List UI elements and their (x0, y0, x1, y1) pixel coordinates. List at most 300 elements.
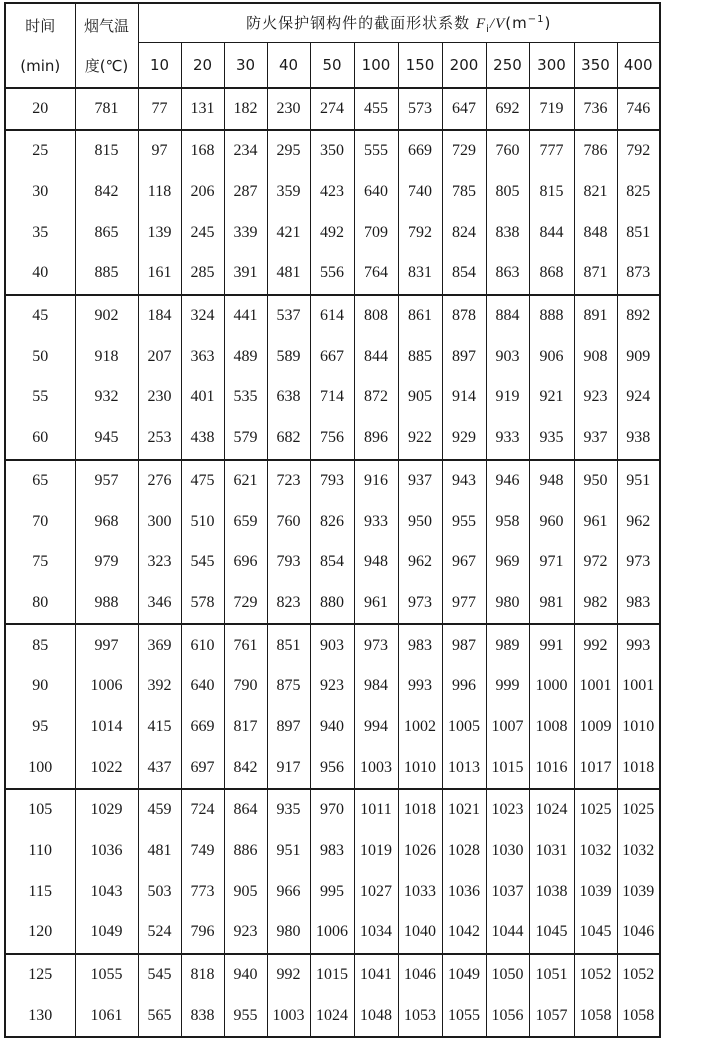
steel-temp-cell: 1003 (354, 747, 398, 789)
steel-temp-cell: 1024 (529, 789, 574, 831)
temperature-table (4, 2, 661, 1038)
steel-temp-cell: 1034 (354, 912, 398, 954)
steel-temp-cell: 888 (529, 295, 574, 337)
steel-temp-cell: 884 (486, 295, 529, 337)
steel-temp-cell: 1042 (442, 912, 486, 954)
steel-temp-cell: 854 (442, 253, 486, 295)
gas-temp-cell: 945 (75, 418, 138, 460)
table-row (5, 912, 660, 954)
steel-temp-cell: 363 (181, 336, 224, 377)
steel-temp-cell: 573 (398, 88, 442, 130)
steel-temp-cell: 455 (354, 88, 398, 130)
table-row (5, 954, 660, 996)
table-row (5, 501, 660, 542)
steel-temp-cell: 503 (138, 871, 181, 912)
steel-temp-cell: 948 (354, 542, 398, 583)
steel-temp-cell: 984 (354, 666, 398, 707)
steel-temp-cell: 760 (486, 130, 529, 172)
time-cell: 50 (5, 336, 75, 377)
time-cell: 105 (5, 789, 75, 831)
steel-temp-cell: 719 (529, 88, 574, 130)
steel-temp-cell: 970 (310, 789, 354, 831)
steel-temp-cell: 792 (398, 212, 442, 253)
time-cell: 80 (5, 583, 75, 625)
steel-temp-cell: 905 (398, 377, 442, 418)
gas-temp-cell: 968 (75, 501, 138, 542)
steel-temp-cell: 729 (224, 583, 267, 625)
steel-temp-cell: 933 (354, 501, 398, 542)
column-header-10: 10 (138, 43, 181, 89)
steel-temp-cell: 992 (574, 624, 617, 666)
unit-open: (m (505, 13, 528, 32)
steel-temp-cell: 692 (486, 88, 529, 130)
steel-temp-cell: 996 (442, 666, 486, 707)
time-column-header (5, 3, 75, 88)
table-row (5, 583, 660, 625)
steel-temp-cell: 880 (310, 583, 354, 625)
steel-temp-cell: 230 (138, 377, 181, 418)
time-header-line2: (min) (20, 56, 61, 75)
steel-temp-cell: 1056 (486, 995, 529, 1037)
steel-temp-cell: 844 (354, 336, 398, 377)
steel-temp-cell: 589 (267, 336, 310, 377)
steel-temp-cell: 723 (267, 460, 310, 502)
steel-temp-cell: 861 (398, 295, 442, 337)
table-row (5, 88, 660, 130)
steel-temp-cell: 295 (267, 130, 310, 172)
symbol-f: F (475, 15, 487, 32)
time-cell: 75 (5, 542, 75, 583)
steel-temp-cell: 1006 (310, 912, 354, 954)
time-cell: 60 (5, 418, 75, 460)
steel-temp-cell: 940 (310, 707, 354, 748)
steel-temp-cell: 838 (486, 212, 529, 253)
time-cell: 30 (5, 172, 75, 213)
steel-temp-cell: 969 (486, 542, 529, 583)
steel-temp-cell: 916 (354, 460, 398, 502)
steel-temp-cell: 161 (138, 253, 181, 295)
gas-temp-cell: 979 (75, 542, 138, 583)
steel-temp-cell: 761 (224, 624, 267, 666)
steel-temp-cell: 1008 (529, 707, 574, 748)
steel-temp-cell: 1048 (354, 995, 398, 1037)
table-row (5, 542, 660, 583)
steel-temp-cell: 475 (181, 460, 224, 502)
steel-temp-cell: 960 (529, 501, 574, 542)
steel-temp-cell: 972 (574, 542, 617, 583)
steel-temp-cell: 182 (224, 88, 267, 130)
steel-temp-cell: 638 (267, 377, 310, 418)
steel-temp-cell: 749 (181, 831, 224, 872)
steel-temp-cell: 1046 (398, 954, 442, 996)
steel-temp-cell: 793 (267, 542, 310, 583)
data-sheet (4, 2, 661, 1038)
steel-temp-cell: 610 (181, 624, 224, 666)
steel-temp-cell: 764 (354, 253, 398, 295)
temp-header-line1: 烟气温 (83, 16, 129, 35)
steel-temp-cell: 1009 (574, 707, 617, 748)
steel-temp-cell: 369 (138, 624, 181, 666)
steel-temp-cell: 796 (181, 912, 224, 954)
steel-temp-cell: 896 (354, 418, 398, 460)
steel-temp-cell: 906 (529, 336, 574, 377)
steel-temp-cell: 993 (617, 624, 660, 666)
steel-temp-cell: 773 (181, 871, 224, 912)
steel-temp-cell: 961 (354, 583, 398, 625)
steel-temp-cell: 793 (310, 460, 354, 502)
steel-temp-cell: 946 (486, 460, 529, 502)
steel-temp-cell: 1038 (529, 871, 574, 912)
steel-temp-cell: 872 (354, 377, 398, 418)
steel-temp-cell: 621 (224, 460, 267, 502)
steel-temp-cell: 999 (486, 666, 529, 707)
gas-temp-cell: 988 (75, 583, 138, 625)
steel-temp-cell: 740 (398, 172, 442, 213)
time-cell: 90 (5, 666, 75, 707)
steel-temp-cell: 579 (224, 418, 267, 460)
steel-temp-cell: 359 (267, 172, 310, 213)
time-cell: 40 (5, 253, 75, 295)
gas-temp-cell: 781 (75, 88, 138, 130)
steel-temp-cell: 777 (529, 130, 574, 172)
steel-temp-cell: 909 (617, 336, 660, 377)
steel-temp-cell: 1051 (529, 954, 574, 996)
steel-temp-cell: 1011 (354, 789, 398, 831)
steel-temp-cell: 908 (574, 336, 617, 377)
steel-temp-cell: 1027 (354, 871, 398, 912)
steel-temp-cell: 489 (224, 336, 267, 377)
gas-temp-cell: 1022 (75, 747, 138, 789)
steel-temp-cell: 1003 (267, 995, 310, 1037)
steel-temp-cell: 1044 (486, 912, 529, 954)
column-header-400: 400 (617, 43, 660, 89)
steel-temp-cell: 1016 (529, 747, 574, 789)
steel-temp-cell: 851 (617, 212, 660, 253)
steel-temp-cell: 826 (310, 501, 354, 542)
steel-temp-cell: 955 (224, 995, 267, 1037)
steel-temp-cell: 1018 (398, 789, 442, 831)
gas-temp-cell: 1006 (75, 666, 138, 707)
steel-temp-cell: 682 (267, 418, 310, 460)
steel-temp-cell: 300 (138, 501, 181, 542)
time-cell: 125 (5, 954, 75, 996)
steel-temp-cell: 948 (529, 460, 574, 502)
steel-temp-cell: 537 (267, 295, 310, 337)
gas-temp-cell: 1036 (75, 831, 138, 872)
steel-temp-cell: 1032 (617, 831, 660, 872)
steel-temp-cell: 1013 (442, 747, 486, 789)
steel-temp-cell: 892 (617, 295, 660, 337)
time-cell: 55 (5, 377, 75, 418)
steel-temp-cell: 1032 (574, 831, 617, 872)
steel-temp-cell: 415 (138, 707, 181, 748)
steel-temp-cell: 391 (224, 253, 267, 295)
time-cell: 45 (5, 295, 75, 337)
steel-temp-cell: 823 (267, 583, 310, 625)
steel-temp-cell: 659 (224, 501, 267, 542)
gas-temp-cell: 1055 (75, 954, 138, 996)
steel-temp-cell: 1019 (354, 831, 398, 872)
steel-temp-cell: 1010 (398, 747, 442, 789)
table-row (5, 995, 660, 1037)
time-cell: 130 (5, 995, 75, 1037)
table-row (5, 460, 660, 502)
steel-temp-cell: 1024 (310, 995, 354, 1037)
steel-temp-cell: 1018 (617, 747, 660, 789)
column-header-150: 150 (398, 43, 442, 89)
table-row (5, 789, 660, 831)
gas-temp-cell: 815 (75, 130, 138, 172)
table-row (5, 253, 660, 295)
table-row (5, 707, 660, 748)
steel-temp-cell: 1040 (398, 912, 442, 954)
steel-temp-cell: 640 (181, 666, 224, 707)
steel-temp-cell: 556 (310, 253, 354, 295)
time-cell: 20 (5, 88, 75, 130)
steel-temp-cell: 973 (398, 583, 442, 625)
steel-temp-cell: 709 (354, 212, 398, 253)
steel-temp-cell: 929 (442, 418, 486, 460)
steel-temp-cell: 1015 (486, 747, 529, 789)
steel-temp-cell: 943 (442, 460, 486, 502)
steel-temp-cell: 842 (224, 747, 267, 789)
steel-temp-cell: 1031 (529, 831, 574, 872)
table-row (5, 377, 660, 418)
gas-temp-cell: 1029 (75, 789, 138, 831)
steel-temp-cell: 724 (181, 789, 224, 831)
time-cell: 115 (5, 871, 75, 912)
steel-temp-cell: 459 (138, 789, 181, 831)
steel-temp-cell: 891 (574, 295, 617, 337)
steel-temp-cell: 973 (354, 624, 398, 666)
unit-exponent: −1 (527, 13, 545, 25)
steel-temp-cell: 914 (442, 377, 486, 418)
steel-temp-cell: 1000 (529, 666, 574, 707)
steel-temp-cell: 323 (138, 542, 181, 583)
steel-temp-cell: 983 (398, 624, 442, 666)
steel-temp-cell: 339 (224, 212, 267, 253)
column-header-250: 250 (486, 43, 529, 89)
steel-temp-cell: 647 (442, 88, 486, 130)
gas-temp-cell: 1049 (75, 912, 138, 954)
steel-temp-cell: 510 (181, 501, 224, 542)
steel-temp-cell: 980 (486, 583, 529, 625)
gas-temp-cell: 1061 (75, 995, 138, 1037)
time-cell: 95 (5, 707, 75, 748)
gas-temp-cell: 1043 (75, 871, 138, 912)
symbol-v: /V (489, 15, 506, 32)
steel-temp-cell: 234 (224, 130, 267, 172)
steel-temp-cell: 805 (486, 172, 529, 213)
steel-temp-cell: 1002 (398, 707, 442, 748)
steel-temp-cell: 184 (138, 295, 181, 337)
table-row (5, 624, 660, 666)
table-row (5, 747, 660, 789)
gas-temp-cell: 997 (75, 624, 138, 666)
steel-temp-cell: 844 (529, 212, 574, 253)
steel-temp-cell: 1057 (529, 995, 574, 1037)
symbol-f-subscript: i (486, 23, 490, 35)
steel-temp-cell: 962 (617, 501, 660, 542)
steel-temp-cell: 481 (267, 253, 310, 295)
steel-temp-cell: 1050 (486, 954, 529, 996)
steel-temp-cell: 1058 (574, 995, 617, 1037)
steel-temp-cell: 565 (138, 995, 181, 1037)
table-row (5, 418, 660, 460)
steel-temp-cell: 492 (310, 212, 354, 253)
steel-temp-cell: 555 (354, 130, 398, 172)
steel-temp-cell: 481 (138, 831, 181, 872)
steel-temp-cell: 1052 (574, 954, 617, 996)
table-row (5, 871, 660, 912)
time-header-line1: 时间 (25, 16, 56, 35)
steel-temp-cell: 1010 (617, 707, 660, 748)
steel-temp-cell: 614 (310, 295, 354, 337)
steel-temp-cell: 207 (138, 336, 181, 377)
steel-temp-cell: 118 (138, 172, 181, 213)
steel-temp-cell: 756 (310, 418, 354, 460)
steel-temp-cell: 886 (224, 831, 267, 872)
table-row (5, 666, 660, 707)
steel-temp-cell: 760 (267, 501, 310, 542)
steel-temp-cell: 1021 (442, 789, 486, 831)
steel-temp-cell: 808 (354, 295, 398, 337)
steel-temp-cell: 1049 (442, 954, 486, 996)
steel-temp-cell: 923 (574, 377, 617, 418)
steel-temp-cell: 973 (617, 542, 660, 583)
column-header-100: 100 (354, 43, 398, 89)
column-header-20: 20 (181, 43, 224, 89)
steel-temp-cell: 922 (398, 418, 442, 460)
steel-temp-cell: 790 (224, 666, 267, 707)
steel-temp-cell: 993 (398, 666, 442, 707)
steel-temp-cell: 980 (267, 912, 310, 954)
table-row (5, 336, 660, 377)
steel-temp-cell: 350 (310, 130, 354, 172)
steel-temp-cell: 346 (138, 583, 181, 625)
steel-temp-cell: 905 (224, 871, 267, 912)
steel-temp-cell: 77 (138, 88, 181, 130)
steel-temp-cell: 274 (310, 88, 354, 130)
steel-temp-cell: 863 (486, 253, 529, 295)
steel-temp-cell: 955 (442, 501, 486, 542)
steel-temp-cell: 851 (267, 624, 310, 666)
steel-temp-cell: 441 (224, 295, 267, 337)
steel-temp-cell: 992 (267, 954, 310, 996)
steel-temp-cell: 923 (310, 666, 354, 707)
steel-temp-cell: 991 (529, 624, 574, 666)
steel-temp-cell: 729 (442, 130, 486, 172)
steel-temp-cell: 667 (310, 336, 354, 377)
steel-temp-cell: 935 (529, 418, 574, 460)
steel-temp-cell: 792 (617, 130, 660, 172)
gas-temp-cell: 885 (75, 253, 138, 295)
steel-temp-cell: 1058 (617, 995, 660, 1037)
steel-temp-cell: 1041 (354, 954, 398, 996)
steel-temp-cell: 994 (354, 707, 398, 748)
steel-temp-cell: 245 (181, 212, 224, 253)
gas-temp-cell: 918 (75, 336, 138, 377)
time-cell: 110 (5, 831, 75, 872)
steel-temp-cell: 696 (224, 542, 267, 583)
table-row (5, 212, 660, 253)
time-cell: 85 (5, 624, 75, 666)
steel-temp-cell: 983 (310, 831, 354, 872)
steel-temp-cell: 545 (138, 954, 181, 996)
steel-temp-cell: 1037 (486, 871, 529, 912)
steel-temp-cell: 287 (224, 172, 267, 213)
steel-temp-cell: 951 (267, 831, 310, 872)
steel-temp-cell: 848 (574, 212, 617, 253)
steel-temp-cell: 878 (442, 295, 486, 337)
steel-temp-cell: 817 (224, 707, 267, 748)
section-factor-title: 防火保护钢构件的截面形状系数 (246, 13, 471, 32)
steel-temp-cell: 1039 (574, 871, 617, 912)
steel-temp-cell: 324 (181, 295, 224, 337)
time-cell: 70 (5, 501, 75, 542)
steel-temp-cell: 1017 (574, 747, 617, 789)
steel-temp-cell: 139 (138, 212, 181, 253)
steel-temp-cell: 697 (181, 747, 224, 789)
unit-close: ) (544, 13, 552, 32)
steel-temp-cell: 933 (486, 418, 529, 460)
steel-temp-cell: 864 (224, 789, 267, 831)
steel-temp-cell: 276 (138, 460, 181, 502)
steel-temp-cell: 423 (310, 172, 354, 213)
steel-temp-cell: 1005 (442, 707, 486, 748)
steel-temp-cell: 230 (267, 88, 310, 130)
steel-temp-cell: 401 (181, 377, 224, 418)
steel-temp-cell: 1033 (398, 871, 442, 912)
steel-temp-cell: 971 (529, 542, 574, 583)
steel-temp-cell: 917 (267, 747, 310, 789)
steel-temp-cell: 1052 (617, 954, 660, 996)
steel-temp-cell: 1045 (574, 912, 617, 954)
steel-temp-cell: 897 (442, 336, 486, 377)
time-cell: 25 (5, 130, 75, 172)
gas-temp-cell: 842 (75, 172, 138, 213)
steel-temp-cell: 1036 (442, 871, 486, 912)
steel-temp-cell: 1053 (398, 995, 442, 1037)
gas-temp-cell: 932 (75, 377, 138, 418)
steel-temp-cell: 421 (267, 212, 310, 253)
steel-temp-cell: 831 (398, 253, 442, 295)
gas-temp-cell: 865 (75, 212, 138, 253)
steel-temp-cell: 736 (574, 88, 617, 130)
steel-temp-cell: 786 (574, 130, 617, 172)
section-factor-header (138, 3, 660, 43)
steel-temp-cell: 982 (574, 583, 617, 625)
steel-temp-cell: 746 (617, 88, 660, 130)
steel-temp-cell: 825 (617, 172, 660, 213)
steel-temp-cell: 981 (529, 583, 574, 625)
steel-temp-cell: 392 (138, 666, 181, 707)
steel-temp-cell: 854 (310, 542, 354, 583)
steel-temp-cell: 437 (138, 747, 181, 789)
steel-temp-cell: 977 (442, 583, 486, 625)
steel-temp-cell: 714 (310, 377, 354, 418)
steel-temp-cell: 206 (181, 172, 224, 213)
steel-temp-cell: 438 (181, 418, 224, 460)
steel-temp-cell: 1001 (617, 666, 660, 707)
table-row (5, 172, 660, 213)
steel-temp-cell: 958 (486, 501, 529, 542)
steel-temp-cell: 1026 (398, 831, 442, 872)
steel-temp-cell: 903 (310, 624, 354, 666)
steel-temp-cell: 785 (442, 172, 486, 213)
steel-temp-cell: 995 (310, 871, 354, 912)
steel-temp-cell: 873 (617, 253, 660, 295)
